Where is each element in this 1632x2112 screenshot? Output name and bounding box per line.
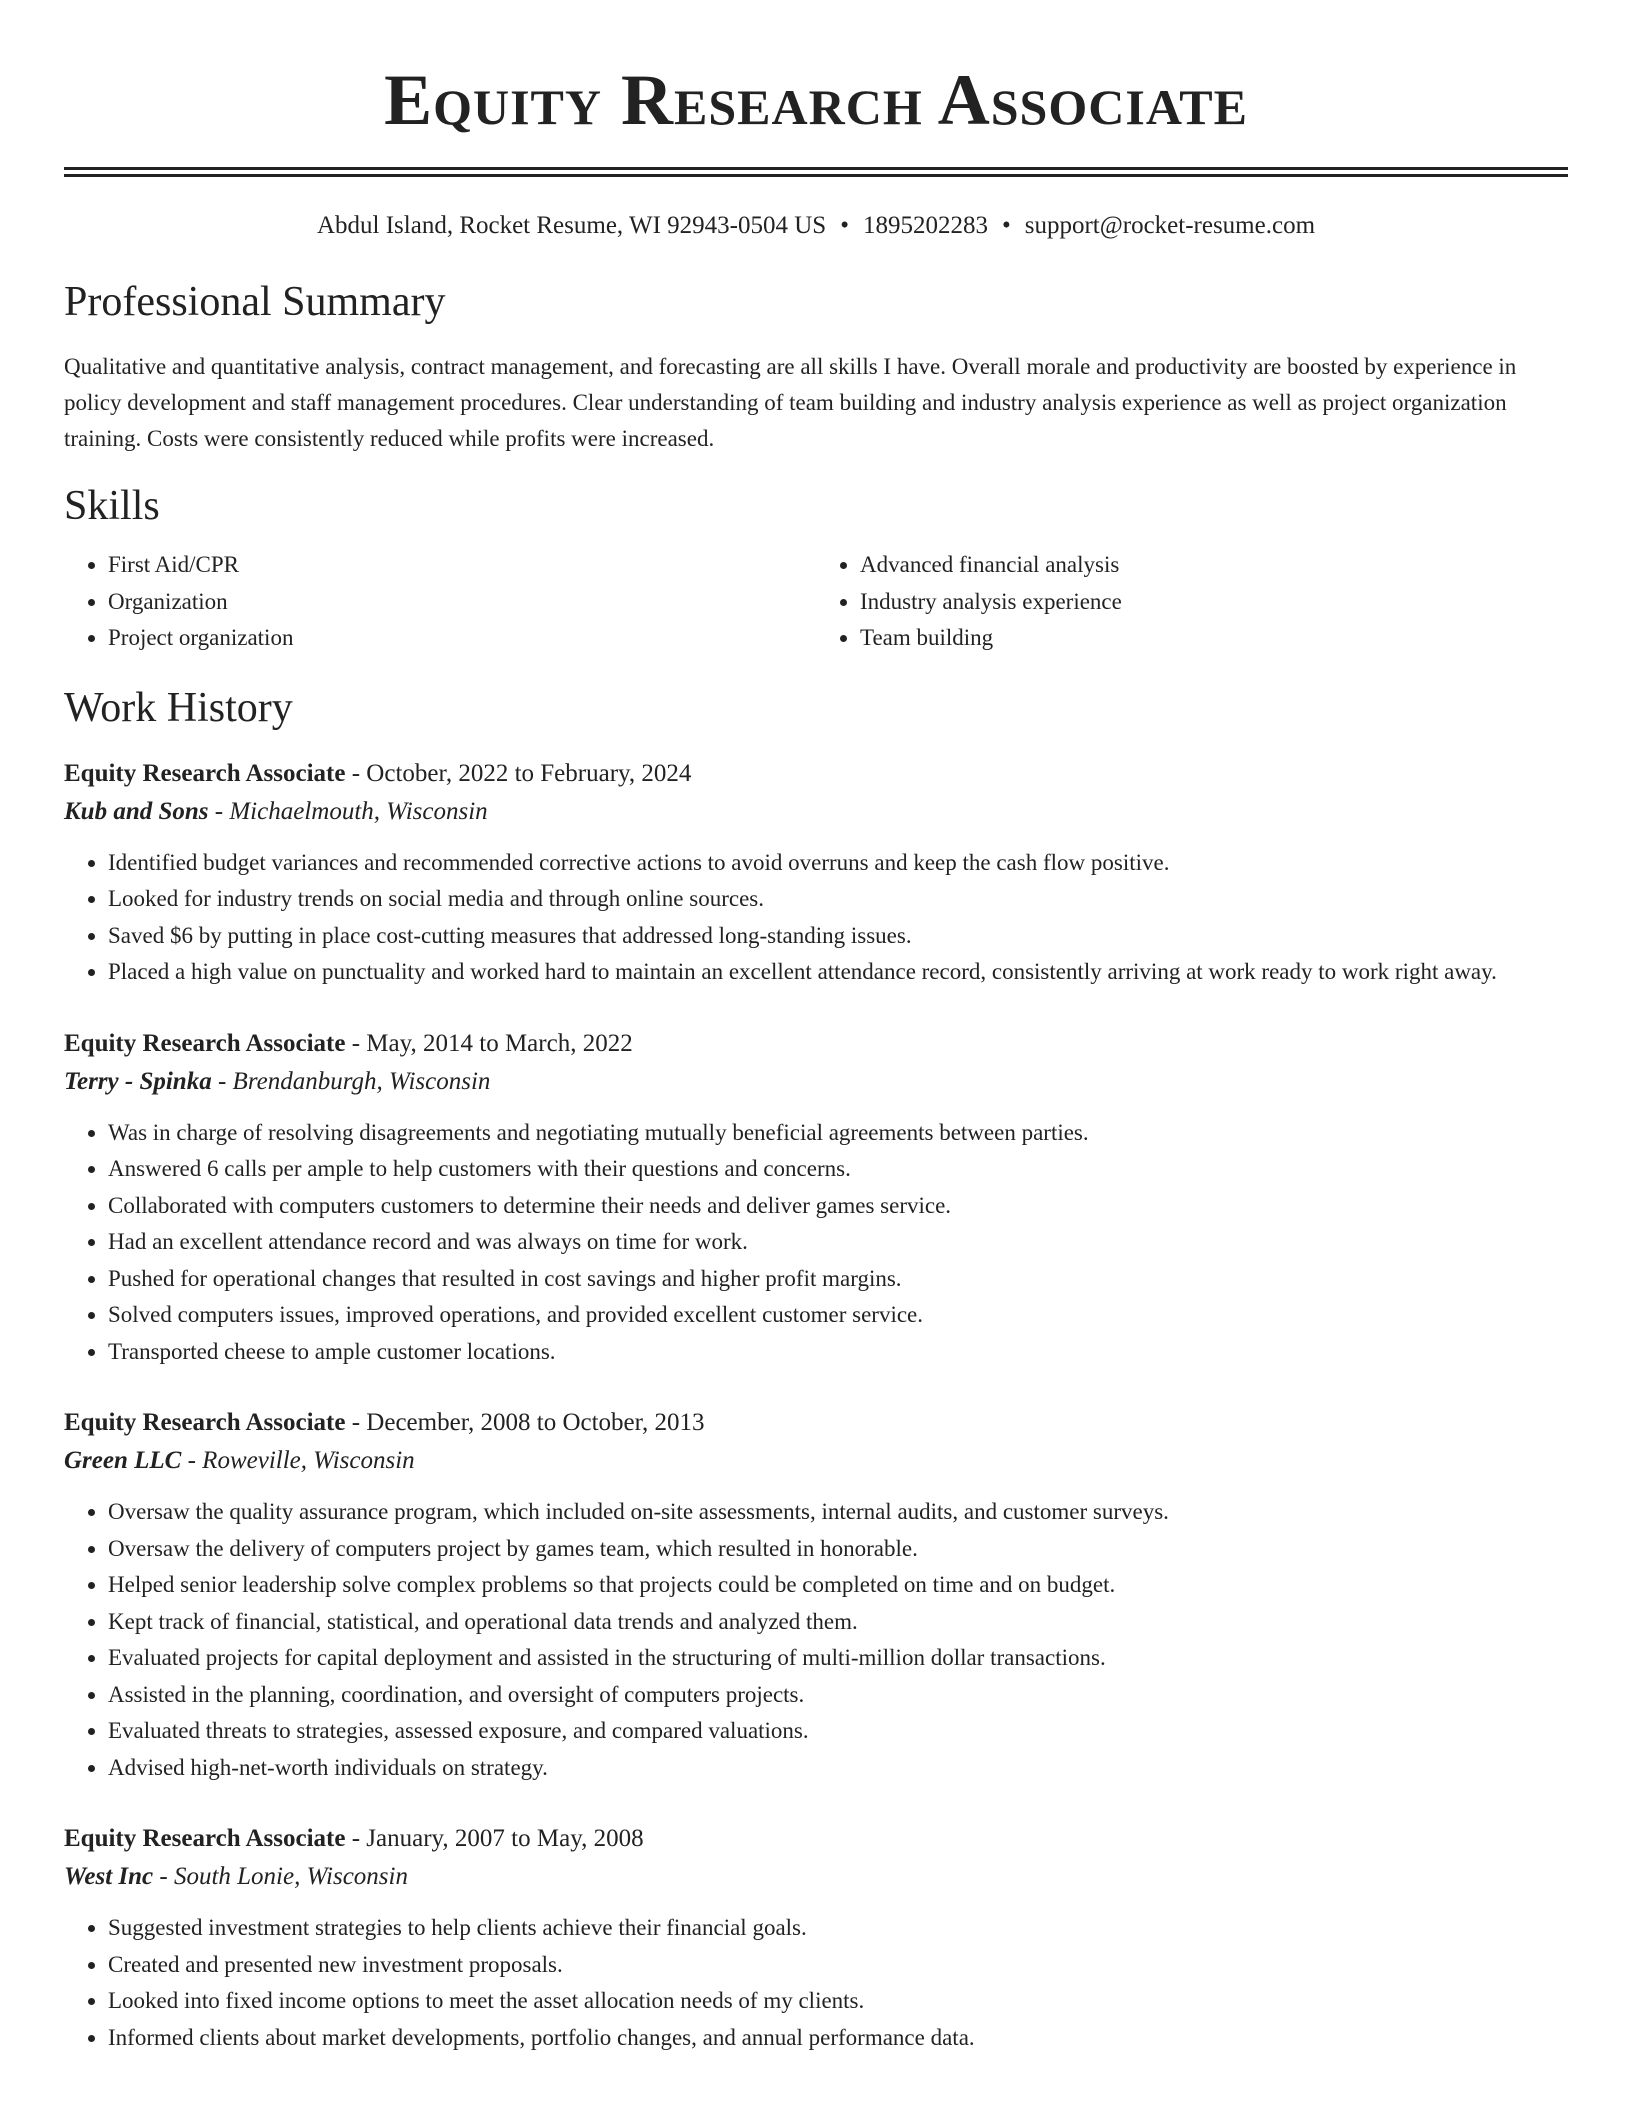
job-dates: - January, 2007 to May, 2008	[345, 1825, 644, 1852]
job-bullet: • Suggested investment strategies to help clients achieve their financial goals.	[108, 1910, 1568, 1947]
job-bullet: • Informed clients about market developments, portfolio changes, and annual performance data.	[108, 2020, 1568, 2057]
job-title: Equity Research Associate	[64, 1825, 346, 1852]
job-company: Terry - Spinka	[64, 1067, 212, 1095]
job-bullet: • Advised high-net-worth individuals on strategy.	[108, 1750, 1568, 1787]
job-bullet: • Transported cheese to ample customer locations.	[108, 1334, 1568, 1371]
job-location: - Brendanburgh, Wisconsin	[211, 1067, 491, 1095]
job-dates: - May, 2014 to March, 2022	[345, 1029, 633, 1057]
job-header	[64, 1820, 1568, 1858]
job-location: - Roweville, Wisconsin	[181, 1447, 415, 1474]
job-company-line	[64, 1442, 1568, 1480]
job-bullet: • Collaborated with computers customers to determine their needs and deliver games service.	[108, 1188, 1568, 1225]
job-company-line	[64, 1858, 1568, 1896]
job-bullet: • Looked into fixed income options to meet the asset allocation needs of my clients.	[108, 1983, 1568, 2020]
job-bullet: • Looked for industry trends on social media and through online sources.	[108, 881, 1568, 918]
job-bullet: • Solved computers issues, improved operations, and provided excellent customer service.	[108, 1297, 1568, 1334]
job-entry	[64, 1025, 1568, 1371]
job-bullet: • Oversaw the quality assurance program, which included on-site assessments, internal audits, and customer surveys.	[108, 1494, 1568, 1531]
job-header	[64, 755, 1568, 793]
job-bullet: • Oversaw the delivery of computers project by games team, which resulted in honorable.	[108, 1531, 1568, 1568]
skill-item: • Advanced financial analysis	[860, 547, 1568, 584]
skills-columns	[64, 547, 1568, 657]
skill-item: • Team building	[860, 620, 1568, 657]
job-bullet: • Answered 6 calls per ample to help customers with their questions and concerns.	[108, 1151, 1568, 1188]
job-bullet: • Kept track of financial, statistical, and operational data trends and analyzed them.	[108, 1604, 1568, 1641]
skills-heading: Skills	[64, 483, 160, 529]
job-bullet: • Was in charge of resolving disagreements and negotiating mutually beneficial agreements between parties.	[108, 1115, 1568, 1152]
job-bullet: • Identified budget variances and recommended corrective actions to avoid overruns and keep the cash flow positive.	[108, 845, 1568, 882]
skills-list-right	[816, 547, 1568, 657]
summary-heading: Professional Summary	[64, 279, 446, 325]
job-title: Equity Research Associate	[64, 1409, 346, 1436]
job-company: Green LLC	[64, 1447, 182, 1474]
job-bullet: • Evaluated projects for capital deployment and assisted in the structuring of multi-million dollar transactions.	[108, 1640, 1568, 1677]
job-location: - Michaelmouth, Wisconsin	[208, 797, 488, 825]
job-location: - South Lonie, Wisconsin	[153, 1863, 408, 1890]
job-company-line	[64, 1063, 1568, 1101]
job-bullets	[64, 1910, 1568, 2056]
job-bullet: • Assisted in the planning, coordination, and oversight of computers projects.	[108, 1677, 1568, 1714]
job-bullet: • Created and presented new investment proposals.	[108, 1947, 1568, 1984]
job-dates: - October, 2022 to February, 2024	[345, 759, 692, 787]
job-title: Equity Research Associate	[64, 759, 346, 787]
contact-address: Abdul Island, Rocket Resume, WI 92943-0504 US	[316, 212, 827, 239]
job-bullets	[64, 1115, 1568, 1371]
contact-line	[64, 211, 1568, 241]
job-bullet: • Pushed for operational changes that resulted in cost savings and higher profit margins.	[108, 1261, 1568, 1298]
job-bullet: • Placed a high value on punctuality and worked hard to maintain an excellent attendance record, consistently arriving at work ready to work right away.	[108, 954, 1568, 991]
job-bullets	[64, 1494, 1568, 1786]
skill-item: • First Aid/CPR	[108, 547, 816, 584]
job-entry	[64, 1820, 1568, 2056]
contact-phone: 1895202283	[862, 212, 988, 239]
job-title: Equity Research Associate	[64, 1029, 346, 1057]
job-company-line	[64, 793, 1568, 831]
job-header	[64, 1404, 1568, 1442]
job-company: Kub and Sons	[64, 797, 209, 825]
skill-item: • Organization	[108, 584, 816, 621]
job-entry	[64, 1404, 1568, 1786]
job-bullet: • Helped senior leadership solve complex problems so that projects could be completed on time and on budget.	[108, 1567, 1568, 1604]
job-bullet: • Saved $6 by putting in place cost-cutting measures that addressed long-standing issues.	[108, 918, 1568, 955]
skill-item: • Industry analysis experience	[860, 584, 1568, 621]
work-history-heading: Work History	[64, 684, 293, 731]
contact-separator: •	[1001, 212, 1011, 239]
job-company: West Inc	[64, 1863, 154, 1890]
job-entry	[64, 755, 1568, 991]
contact-email: support@rocket-resume.com	[1024, 212, 1316, 239]
skills-list-left	[64, 547, 816, 657]
skill-item: • Project organization	[108, 620, 816, 657]
resume-name-heading: Equity Research Associate	[384, 60, 1248, 140]
summary-text: Qualitative and quantitative analysis, contract management, and forecasting are all skills I have. Overall morale and productivity are boosted by experience in policy development and staff management procedures. Clear understanding of team building and industry analysis experience as well as project organization training. Costs were consistently reduced while profits were increased.	[64, 354, 1517, 451]
header-double-rule	[64, 167, 1568, 177]
job-bullet: • Evaluated threats to strategies, assessed exposure, and compared valuations.	[108, 1713, 1568, 1750]
job-header	[64, 1025, 1568, 1063]
job-bullet: • Had an excellent attendance record and was always on time for work.	[108, 1224, 1568, 1261]
job-dates: - December, 2008 to October, 2013	[345, 1409, 705, 1436]
job-bullets	[64, 845, 1568, 991]
contact-separator: •	[840, 212, 849, 239]
